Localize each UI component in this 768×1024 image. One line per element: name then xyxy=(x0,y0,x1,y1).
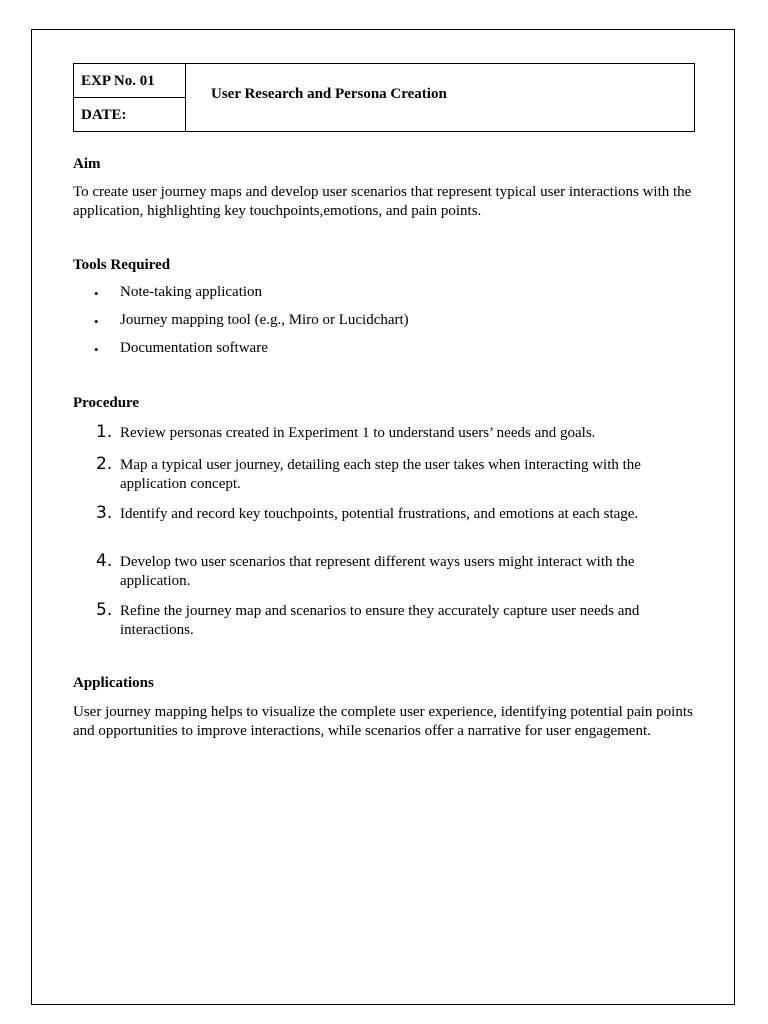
procedure-step: Develop two user scenarios that represent different ways users might interact with the application. xyxy=(120,554,635,589)
bullet-marker: • xyxy=(94,286,99,301)
applications-text: User journey mapping helps to visualize the complete user experience, identifying potential pain points and opportunities to improve interactions, while scenarios offer a narrative for user engagement. xyxy=(73,704,693,739)
exp-number: EXP No. 01 xyxy=(81,73,155,89)
bullet-marker: • xyxy=(94,314,99,329)
step-number: 2. xyxy=(96,454,113,474)
experiment-title: User Research and Persona Creation xyxy=(211,86,447,102)
aim-text: To create user journey maps and develop user scenarios that represent typical user interactions with the application, highlighting key touchpoints,emotions, and pain points. xyxy=(73,184,692,219)
tools-item: Note-taking application xyxy=(120,284,263,300)
procedure-step: Review personas created in Experiment 1 to understand users’ needs and goals. xyxy=(120,425,596,441)
tools-heading: Tools Required xyxy=(73,257,171,273)
step-number: 5. xyxy=(96,600,113,620)
tools-item: Journey mapping tool (e.g., Miro or Lucidchart) xyxy=(120,312,409,328)
header-divider xyxy=(74,97,185,98)
procedure-step: Refine the journey map and scenarios to ensure they accurately capture user needs and interactions. xyxy=(120,603,640,638)
date-label: DATE: xyxy=(81,107,127,123)
procedure-step: Map a typical user journey, detailing each step the user takes when interacting with the application concept. xyxy=(120,457,641,492)
step-number: 3. xyxy=(96,503,113,523)
header-table xyxy=(73,63,695,132)
applications-heading: Applications xyxy=(73,675,154,691)
aim-heading: Aim xyxy=(73,156,101,172)
step-number: 1. xyxy=(96,422,113,442)
procedure-heading: Procedure xyxy=(73,395,140,411)
step-number: 4. xyxy=(96,551,113,571)
procedure-step: Identify and record key touchpoints, potential frustrations, and emotions at each stage. xyxy=(120,506,639,522)
bullet-marker: • xyxy=(94,342,99,357)
tools-item: Documentation software xyxy=(120,340,268,356)
